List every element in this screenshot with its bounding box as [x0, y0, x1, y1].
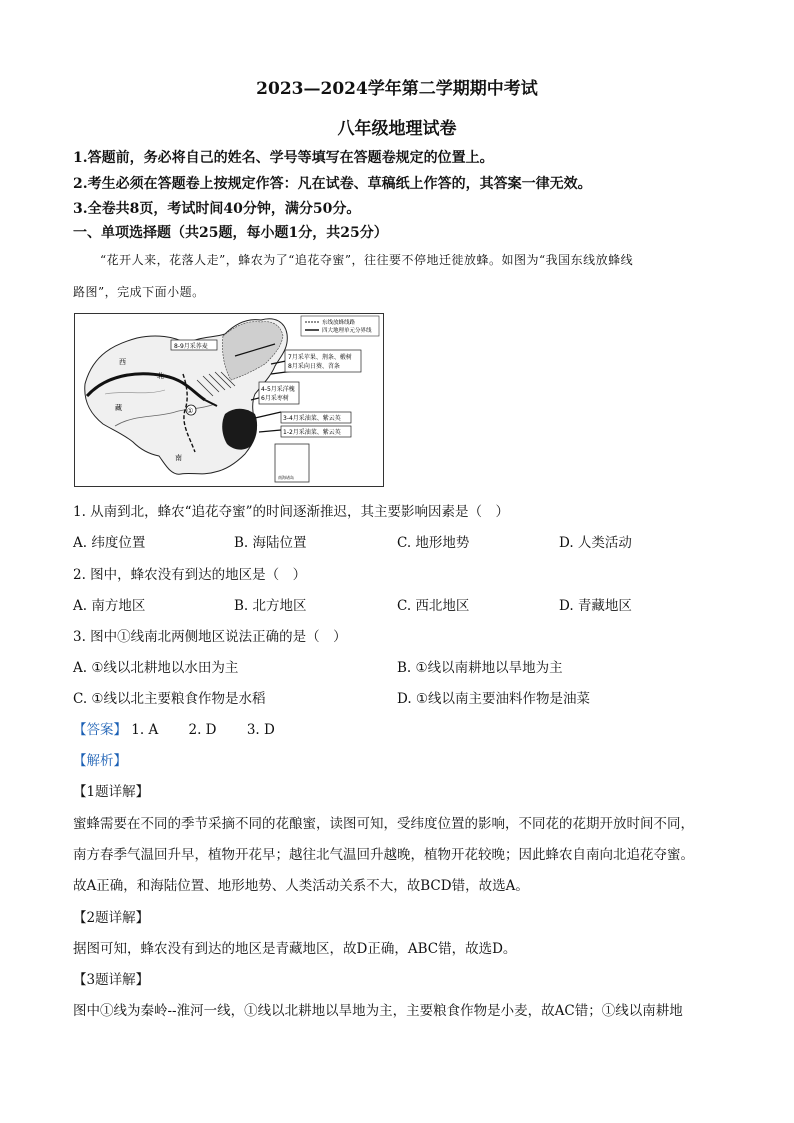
box-jujube: 6月采枣树	[261, 395, 289, 402]
q1-option-a: A. 纬度位置	[73, 535, 146, 551]
q3-option-b: B. ①线以南耕地以旱地为主	[397, 660, 563, 676]
analysis-heading-1: 【1题详解】	[73, 784, 150, 800]
q1-option-d: D. 人类活动	[559, 535, 632, 551]
analysis-label: 【解析】	[73, 753, 127, 769]
box-jan-feb: 1-2月采油菜、紫云英	[283, 429, 341, 436]
instruction-1: 1.答题前，务必将自己的姓名、学号等填写在答题卷规定的位置上。	[73, 150, 494, 166]
line-marker-1: ①	[187, 407, 194, 415]
box-locust: 4-5月采洋槐	[261, 386, 295, 393]
instruction-2: 2.考生必须在答题卷上按规定作答：凡在试卷、草稿纸上作答的，其答案一律无效。	[73, 176, 592, 192]
box-july: 7月采苹果、荆条、椴树	[288, 354, 352, 361]
bee-route-map	[74, 313, 384, 487]
legend-route: 东线放蜂线路	[322, 320, 356, 326]
answer-row	[73, 718, 275, 738]
instruction-3: 3.全卷共8页，考试时间40分钟，满分50分。	[73, 201, 361, 217]
exam-title: 2023—2024学年第二学期期中考试	[256, 79, 538, 99]
box-buckwheat: 8-9月采荞麦	[174, 343, 208, 350]
region-label-tibet: 藏	[115, 404, 122, 412]
passage-line-2: 路图”，完成下面小题。	[73, 285, 205, 299]
box-august: 8月采向日葵、苕条	[288, 363, 340, 370]
china-map-image	[75, 314, 383, 486]
inset-label: 南海诸岛	[278, 475, 294, 480]
q3-option-c: C. ①线以北主要粮食作物是水稻	[73, 691, 266, 707]
question-2-stem: 2. 图中，蜂农没有到达的地区是（ ）	[73, 567, 307, 583]
region-label-south: 南	[175, 454, 182, 462]
q2-option-a: A. 南方地区	[73, 598, 146, 614]
answer-item-2: 2. D	[188, 722, 217, 738]
analysis-heading-3: 【3题详解】	[73, 972, 150, 988]
question-1-stem: 1. 从南到北，蜂农“追花夺蜜”的时间逐渐推迟，其主要影响因素是（ ）	[73, 504, 509, 520]
q2-option-d: D. 青藏地区	[559, 598, 632, 614]
exam-subtitle: 八年级地理试卷	[337, 119, 457, 139]
legend-boundary: 四大地理单元分界线	[322, 328, 372, 334]
q1-option-c: C. 地形地势	[397, 535, 470, 551]
analysis-heading-2: 【2题详解】	[73, 910, 150, 926]
box-march-april: 3-4月采油菜、紫云英	[283, 415, 341, 422]
analysis-1-line-1: 蜜蜂需要在不同的季节采摘不同的花酿蜜，读图可知，受纬度位置的影响，不同花的花期开放时间不同，	[73, 816, 694, 832]
passage-line-1: “花开人来，花落人走”，蜂农为了“追花夺蜜”，往往要不停地迁徙放蜂。如图为“我国东线放蜂线	[100, 253, 634, 267]
analysis-3-line-1: 图中①线为秦岭--淮河一线，①线以北耕地以旱地为主，主要粮食作物是小麦，故AC错；①线以南耕地	[73, 1003, 683, 1019]
question-3-stem: 3. 图中①线南北两侧地区说法正确的是（ ）	[73, 629, 347, 645]
answer-item-1: 1. A	[131, 722, 159, 738]
analysis-1-line-2: 南方春季气温回升早，植物开花早；越往北气温回升越晚，植物开花较晚；因此蜂农自南向北追花夺蜜。	[73, 847, 694, 863]
q2-option-c: C. 西北地区	[397, 598, 470, 614]
q1-option-b: B. 海陆位置	[234, 535, 307, 551]
region-label-west: 西	[119, 358, 126, 366]
analysis-1-line-3: 故A正确，和海陆位置、地形地势、人类活动关系不大，故BCD错，故选A。	[73, 878, 529, 894]
analysis-2-line-1: 据图可知，蜂农没有到达的地区是青藏地区，故D正确，ABC错，故选D。	[73, 941, 517, 957]
region-label-north: 北	[157, 372, 164, 380]
answer-label: 【答案】	[73, 722, 127, 738]
answer-item-3: 3. D	[246, 722, 275, 738]
q3-option-a: A. ①线以北耕地以水田为主	[73, 660, 239, 676]
q2-option-b: B. 北方地区	[234, 598, 307, 614]
section-title: 一、单项选择题（共25题，每小题1分，共25分）	[73, 225, 388, 241]
q3-option-d: D. ①线以南主要油料作物是油菜	[397, 691, 591, 707]
